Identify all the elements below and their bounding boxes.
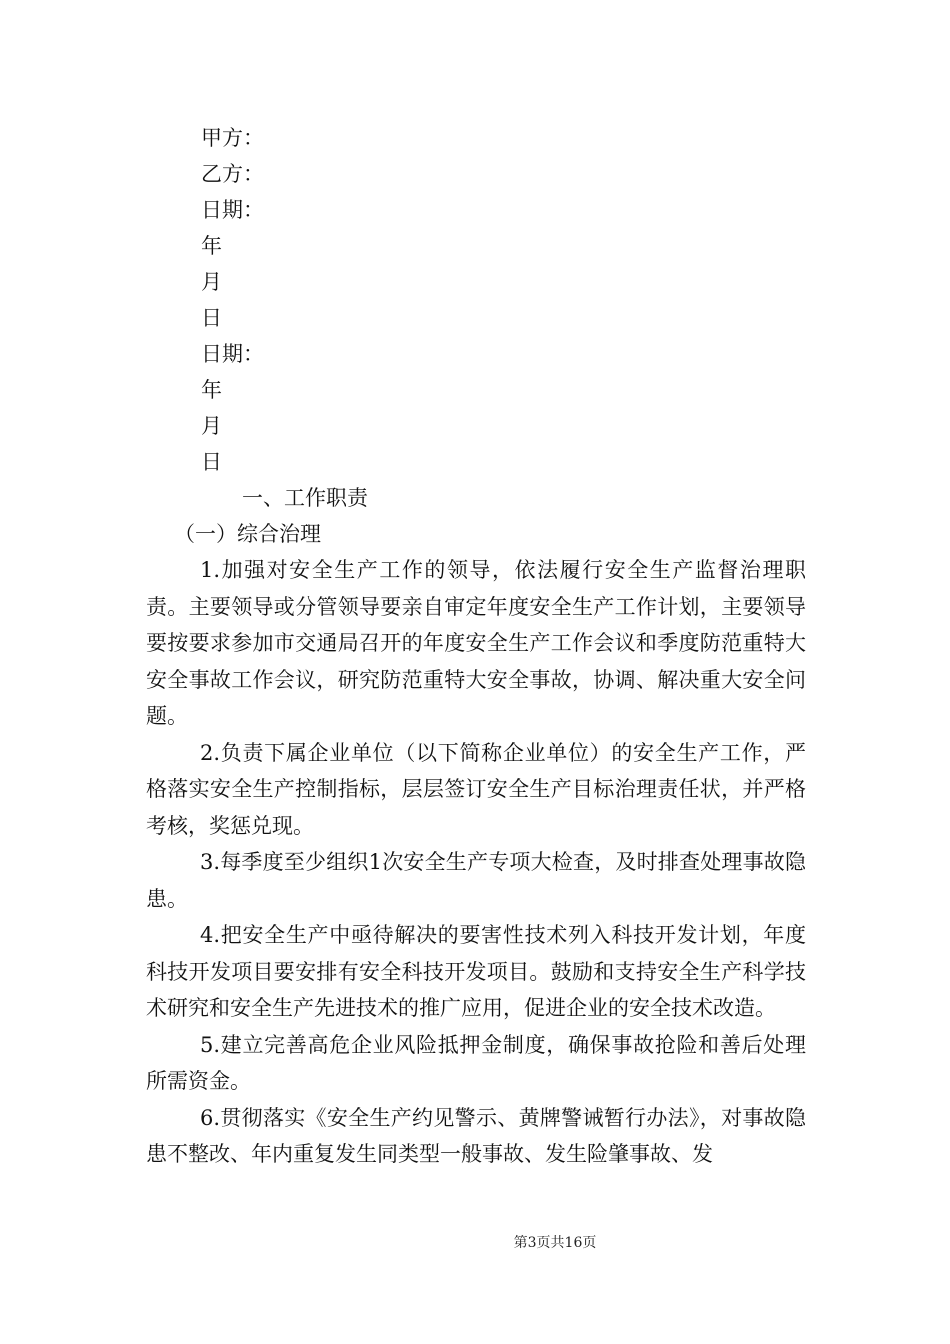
year-label-2: 年: [201, 378, 222, 402]
party-b-label: 乙方：: [201, 162, 264, 186]
paragraph: 3.每季度至少组织1次安全生产专项大检查，及时排查处理事故隐患。: [146, 850, 806, 911]
paragraph: 4.把安全生产中亟待解决的要害性技术列入科技开发计划，年度科技开发项目要安排有安全科技开发项目。鼓励和支持安全生产科学技术研究和安全生产先进技术的推广应用，促进企业的安全技术改造。: [146, 923, 806, 1020]
date-label-2: 日期：: [201, 342, 264, 366]
page-number: 第3页共16页: [513, 1235, 597, 1251]
day-label-1: 日: [201, 306, 222, 330]
paragraph: 6.贯彻落实《安全生产约见警示、黄牌警诫暂行办法》，对事故隐患不整改、年内重复发生同类型一般事故、发生险肇事故、发: [146, 1105, 806, 1166]
paragraph: 2.负责下属企业单位（以下简称企业单位）的安全生产工作，严格落实安全生产控制指标，层层签订安全生产目标治理责任状，并严格考核，奖惩兑现。: [146, 740, 806, 838]
section-subheading: （一）综合治理: [174, 522, 321, 546]
signature-block: [201, 120, 501, 480]
day-label-2: 日: [201, 450, 222, 474]
body-text: [146, 480, 806, 1173]
year-label-1: 年: [201, 234, 222, 258]
party-a-label: 甲方：: [201, 126, 264, 150]
date-label-1: 日期：: [201, 198, 264, 222]
paragraph: 5.建立完善高危企业风险抵押金制度，确保事故抢险和善后处理所需资金。: [146, 1032, 806, 1093]
paragraph: 1.加强对安全生产工作的领导，依法履行安全生产监督治理职责。主要领导或分管领导要亲自审定年度安全生产工作计划，主要领导要按要求参加市交通局召开的年度安全生产工作会议和季度防范重特大安全事故工作会议，研究防范重特大安全事故，协调、解决重大安全问题。: [146, 558, 806, 728]
section-heading: 一、工作职责: [242, 486, 368, 510]
month-label-1: 月: [201, 270, 222, 294]
month-label-2: 月: [201, 414, 222, 438]
